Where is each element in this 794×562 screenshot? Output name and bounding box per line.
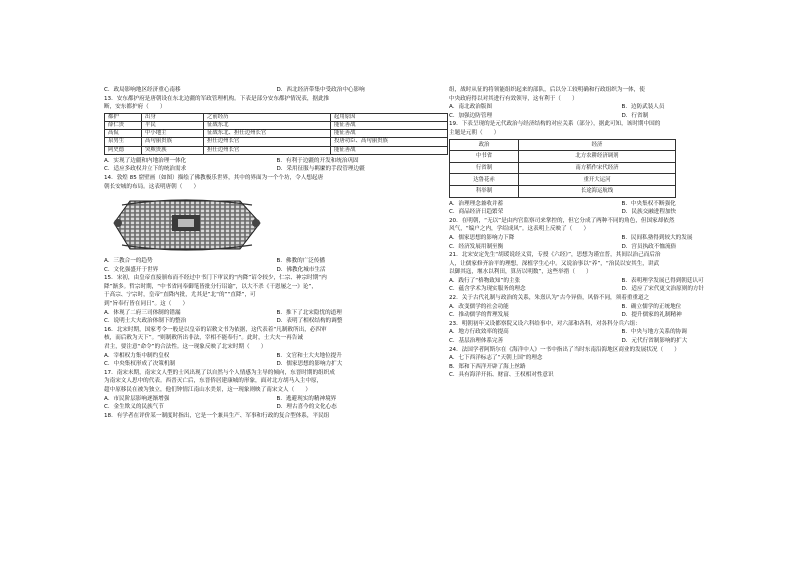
option-a: A．市民阶层影响逐渐增强 xyxy=(104,395,170,402)
table-cell: 高句丽贵族 xyxy=(142,138,204,146)
q21-options-cd xyxy=(449,285,794,294)
question-16-stem: 16．北宋时期，国家考令一般是以皇帝的诏敕文书为依据，这代表着“凡制敕所出，必四审 xyxy=(104,326,327,333)
table-cell: 行省制 xyxy=(450,162,519,174)
option-b: B．郑和下西洋开辟了海上丝路 xyxy=(449,363,526,370)
table-header-cell: 起用原因 xyxy=(331,113,448,121)
option-a: A．三教合一的趋势 xyxy=(104,258,153,265)
table-cell: 能征善战 xyxy=(331,146,448,154)
option-text: D．西北经济带集中受政治中心影响 xyxy=(276,87,365,93)
table-cell: 北方农耕经济调剂 xyxy=(519,151,676,163)
option-d: D．元代行省制影响的扩大 xyxy=(621,338,688,345)
table-header-row xyxy=(450,139,676,151)
option-a: A．改变儒学的社会功能 xyxy=(449,303,509,310)
option-b: B．边防武装人员 xyxy=(621,104,665,111)
table-cell: 平民 xyxy=(142,121,204,129)
table-row xyxy=(105,130,448,138)
option-a: A．宰相权力集中制约皇权 xyxy=(104,352,170,359)
option-c: C．推动儒学的哲理发展 xyxy=(449,312,509,319)
option-b: B．有利于边疆的开发和统治巩固 xyxy=(276,157,359,164)
option-c: C．蕴含学术为现实服务的理念 xyxy=(449,286,526,293)
question-20-stem: 20．在明朝，“无以”是由内官监察司来掌控的，但它分成了两种不同的角色，但国家却依然 xyxy=(449,217,675,224)
option-c: C．商品经济日趋繁荣 xyxy=(449,209,504,216)
table-cell: 薛仁贵 xyxy=(105,121,142,129)
option-b: B．逃避现实的精神境界 xyxy=(276,395,337,402)
q17-options-cd xyxy=(104,403,449,412)
table-row xyxy=(450,162,676,174)
question-19-stem: 19．下表呈现的是元代政治与经济结构的对应关系（部分），据此可知，该时期中国的 xyxy=(449,121,661,128)
option-b: B．确立儒学的正统地位 xyxy=(621,303,682,310)
q13-options-cd xyxy=(104,165,449,174)
table-row xyxy=(105,138,448,146)
option-a: A．实现了边疆和内地治理一体化 xyxy=(104,157,187,164)
table-cell: 高侃 xyxy=(105,130,142,138)
option-a: A．七下西洋标志了“天朝上国”的理念 xyxy=(449,355,543,362)
question-16-stem-cont: 君主，要注意“命令”的合法性。这一现象反映了北宋时期（ ） xyxy=(104,344,267,351)
q21-options-ab xyxy=(449,277,794,286)
option-d: D．理古喜今的文化心态 xyxy=(276,404,337,411)
option-b: B．推下了北宋隐忧的道理 xyxy=(276,309,342,316)
q15-options-cd xyxy=(104,317,449,326)
option-d: D．表明了相权结构的调整 xyxy=(276,318,343,325)
option-c: C．具有海洋开拓、财富、王权相对性意识 xyxy=(449,372,554,379)
option-a: A．儒家思想的影响力下降 xyxy=(449,234,515,241)
option-d: D．宫员执政不恤流俗 xyxy=(621,243,677,250)
question-14-stem: 14．敦煌 85 窟壁画（如图）描绘了佛教极乐世界，其中的界面为一个个坊，令人想起唐 xyxy=(104,174,324,181)
question-13-stem: 13．安东都护府是唐朝设在东北边疆的军政管理机构。下表是部分安东都护情况表，据此推 xyxy=(104,95,330,102)
q20-options-cd xyxy=(449,243,794,252)
q22-options-cd xyxy=(449,311,794,320)
question-15-stem-cont: 降”渐多。哲宗时期，“中书省同奉御笔皆批分行诏谕”，以大不杀《干恩屡之一》论”， xyxy=(104,283,317,290)
option-c: C．适应多政权并立下的统治需求 xyxy=(104,166,187,173)
option-d: D．佛教化城市生活 xyxy=(276,266,326,273)
q14-options-ab xyxy=(104,257,449,266)
option-d: D．行省制 xyxy=(621,112,649,119)
option-a: A．地方行政效率的提高 xyxy=(449,329,509,336)
table-row xyxy=(450,185,676,197)
question-21-stem-cont: 人，让儒家修齐治平的理想，深植学生心中。又说治事以“养”，“治民以安其生，讲武 xyxy=(449,260,660,267)
option-a: A．治理理念兼收并蓄 xyxy=(449,200,504,207)
q13-options-ab xyxy=(104,157,449,166)
q16-options-cd xyxy=(104,360,449,369)
question-15-stem: 15．宋初，由皇帝直接颁布而不经过中书门下审议的“内降”诏令较少，仁宗、神宗时期“内 xyxy=(104,275,327,282)
q14-options-cd xyxy=(104,266,449,275)
question-21-stem: 21．北宋安定先生“胡瑗说经义赏，专授《六经》”，思想为谨宜普，其间以治己而后治 xyxy=(449,252,661,259)
q23-options-cd xyxy=(449,337,794,346)
table-header-row xyxy=(105,113,448,121)
q19-options-cd xyxy=(449,208,794,217)
left-column xyxy=(104,86,449,420)
q18-options-cd xyxy=(449,112,794,121)
question-13-stem-cont: 断，安东都护府（ ） xyxy=(104,104,166,111)
table-cell: 担任边州长官 xyxy=(204,138,331,146)
table-cell: 投唐功臣、高句丽贵族 xyxy=(331,138,448,146)
option-c: C．说明士大夫政治体制下的整治 xyxy=(104,318,187,325)
question-23-stem: 23．明朝初年又设都察院又设六科给事中，对六部和各科，对各科分兵六组： xyxy=(449,320,641,327)
table-header-cell: 经济 xyxy=(519,139,676,151)
table-header-cell: 都护 xyxy=(105,113,142,121)
option-c: C．基层治理体系完善 xyxy=(449,338,504,345)
table-cell: 中小地主 xyxy=(142,130,204,138)
option-c: C．经济发展用制至衡 xyxy=(449,243,504,250)
option-c: C．金生欺义的民族气节 xyxy=(104,404,164,411)
question-18-stem-cont: 组，战时从征的将领能组织起来的部队，后以分工较明确和行政组织为一体，使 xyxy=(449,87,645,93)
option-d: D．采用征服与羁縻的手段管理边疆 xyxy=(276,166,365,173)
table-cell: 征战东北 xyxy=(204,121,331,129)
q17-options-ab xyxy=(104,395,449,404)
table-cell: 科举制 xyxy=(450,185,519,197)
table-row xyxy=(450,174,676,186)
option-d: D．儒家思想的影响力扩大 xyxy=(276,361,343,368)
option-b: B．中央集权不断强化 xyxy=(621,200,676,207)
question-18-stem-cont: 中央政府得以对其进行有效领导，这有利于（ ） xyxy=(449,95,578,102)
option-a: A．南北政治版图 xyxy=(449,104,492,111)
table-header-cell: 出身 xyxy=(142,113,204,121)
table-cell: 重开大运河 xyxy=(519,174,676,186)
question-16-stem-cont: 核，而后敕为天下”。“则制敕所出非法，宰相不能奉行”。此时，士大夫一再告诫 xyxy=(104,335,303,342)
table-cell: 能征善战 xyxy=(331,121,448,129)
table-cell: 泉男生 xyxy=(105,138,142,146)
question-20-stem-cont: 风气，“编户之内，学绍成风”。这表明上反映了（ ） xyxy=(449,226,590,233)
table-cell: 突厥贵族 xyxy=(142,146,204,154)
q12-options-cd xyxy=(104,86,449,95)
table-cell: 南方稻作宋代经济 xyxy=(519,162,676,174)
option-c: C．中央集权形成了决策机制 xyxy=(104,361,176,368)
q19-table xyxy=(449,139,676,198)
table-cell: 征战东北、担任边州长官 xyxy=(204,130,331,138)
right-column xyxy=(449,86,794,380)
question-18-stem: 18．有学者在评价某一制度时指出，它是一个兼具生产、军事和行政的复合型体系，平民组 xyxy=(104,412,330,419)
option-a: A．体现了二府三司体制的错漏 xyxy=(104,309,181,316)
table-header-cell: 政治 xyxy=(450,139,519,151)
option-b: B．文官和士大夫地位提升 xyxy=(276,352,342,359)
q19-options-ab xyxy=(449,200,794,209)
question-17-stem-cont: 超中原移民在被为独立，他们钟情江南山水美景，这一现象则映了南宋文人（ ） xyxy=(104,387,311,393)
question-17-stem: 17．南宋末期，南宋文人型的士风出现了以自然与个人情感为主导的倾向，东晋时期的组织成 xyxy=(104,369,335,376)
table-header-cell: 之前经历 xyxy=(204,113,331,121)
option-d: D．适应了宋代更文治原则的方针 xyxy=(621,286,705,293)
table-cell: 中书省 xyxy=(450,151,519,163)
option-b: B．中央与地方关系的协调 xyxy=(621,329,687,336)
table-cell: 阿史德 xyxy=(105,146,142,154)
q15-options-ab xyxy=(104,309,449,318)
option-b: B．表明理学发展已得到朝廷认可 xyxy=(621,277,704,284)
table-row xyxy=(105,146,448,154)
q16-options-ab xyxy=(104,352,449,361)
q22-options-ab xyxy=(449,303,794,312)
question-21-stem-cont: 以御其寇，堰水以利田，算历以明数”，这些举措（ ） xyxy=(449,269,592,276)
table-row xyxy=(105,121,448,129)
option-a: A．践行了“格物致知”的主张 xyxy=(449,277,521,284)
table-cell: 担任边州长官 xyxy=(204,146,331,154)
dunhuang-mural-image xyxy=(110,193,320,255)
table-cell: 能征善战 xyxy=(331,130,448,138)
question-17-stem-cont: 为南宋文人思中的代表。西晋灭亡后，东晋侨居建康城的形象，面对北方胡马入主中原， xyxy=(104,378,323,385)
q18-options-ab xyxy=(449,103,794,112)
option-d: D．提升儒家的礼制精神 xyxy=(621,312,682,319)
question-22-stem: 22．关于古代礼制与政治的关系，朱熹认为“古今异俗，风俗不同，须着重重道之 xyxy=(449,295,650,302)
table-cell: 达鲁花赤 xyxy=(450,174,519,186)
table-cell: 长途海运航线 xyxy=(519,185,676,197)
question-24-stem: 24．法国学者阿斯尔在《海洋中人》一书中指出了当时东南沿海地区商业的发展状况（ ） xyxy=(449,346,680,353)
question-15-stem-cont: 到“旨奉行皆在同日”。这（ ） xyxy=(104,301,189,308)
option-c: C．加强边防管理 xyxy=(449,112,493,119)
question-14-stem-cont: 朝长安城的布局。这表明唐朝（ ） xyxy=(104,183,200,190)
option-text: C．政局影响地区经济重心南移 xyxy=(104,87,181,93)
option-b: B．佛教的广泛传播 xyxy=(276,258,326,265)
q23-options-ab xyxy=(449,328,794,337)
question-15-stem-cont: 于高宗、宁宗时，皇帝“直降内批，尤其是”北“的”“直降”，可 xyxy=(104,292,256,299)
question-19-stem-cont: 主题是元朝（ ） xyxy=(449,129,500,136)
option-b: B．民间私塾得到较大的发展 xyxy=(621,234,693,241)
q13-table xyxy=(104,113,448,155)
option-c: C．文化强盛开于世界 xyxy=(104,266,159,273)
table-row xyxy=(450,151,676,163)
option-d: D．民族交融进程加快 xyxy=(621,209,677,216)
q20-options-ab xyxy=(449,234,794,243)
